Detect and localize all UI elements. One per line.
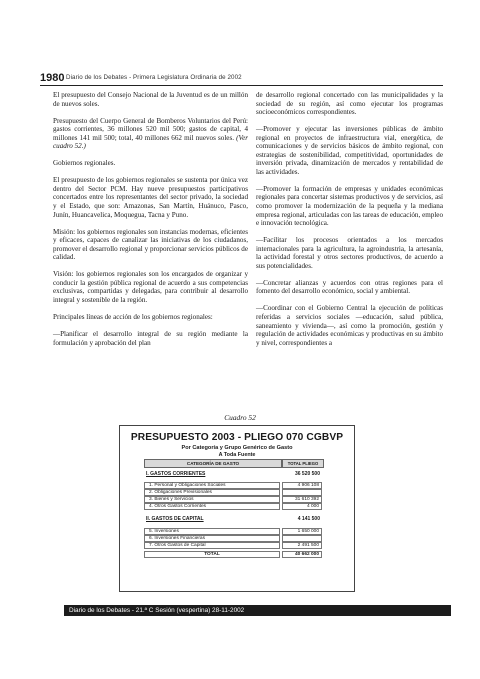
table-title: PRESUPUESTO 2003 - PLIEGO 070 CGBVP bbox=[130, 432, 344, 443]
table-subtitle: Por Categoría y Grupo Genérico de Gasto bbox=[181, 445, 293, 451]
row-value: 1 650 000 bbox=[282, 528, 322, 535]
header-rule bbox=[40, 85, 443, 86]
row-label: 7. Otros Gastos de Capital bbox=[144, 542, 280, 549]
paragraph: de desarrollo regional concertado con las municipalidades y la sociedad de su región, así como ejecutar los programas socioeconómicos correspondientes. bbox=[256, 91, 443, 117]
row-label: 1. Personal y Obligaciones Sociales bbox=[144, 482, 280, 489]
running-title: Diario de los Debates - Primera Legislatura Ordinaria de 2002 bbox=[66, 74, 242, 81]
row-value: 4 141 500 bbox=[297, 516, 320, 522]
row-label: 2. Obligaciones Previsionales bbox=[144, 489, 280, 496]
table-row bbox=[144, 542, 322, 549]
row-label: II. GASTOS DE CAPITAL bbox=[146, 516, 204, 522]
row-label: 6. Inversiones Financieras bbox=[144, 535, 280, 542]
paragraph: —Facilitar los procesos orientados a los mercados internacionales para la agricultura, la agroindustria, la artesanía, la actividad forestal y otros sectores productivos, de acuerdo a sus potencialidades. bbox=[256, 236, 443, 270]
table-row bbox=[144, 535, 322, 542]
paragraph: —Promover y ejecutar las inversiones públicas de ámbito regional en proyectos de infraestructura vial, energética, de comunicaciones y de servicios básicos de ámbito regional, con estrategias de sostenibilidad, competitividad, oportunidades de inversión privada, dinamización de mercados y rentabilidad de las actividades. bbox=[256, 125, 443, 176]
table-row bbox=[144, 516, 322, 523]
row-value: 31 610 392 bbox=[282, 496, 322, 503]
left-column bbox=[53, 91, 248, 356]
table-row bbox=[144, 482, 322, 489]
table-row bbox=[144, 471, 322, 478]
row-label: 4. Otros Gastos Corrientes bbox=[144, 503, 280, 510]
page-footer bbox=[64, 605, 451, 616]
row-label: TOTAL bbox=[144, 551, 280, 558]
paragraph bbox=[53, 117, 248, 151]
paragraph: —Promover la formación de empresas y unidades económicas regionales para concertar sistemas productivos y de servicios, así como promover la modernización de la pequeña y la mediana empresa regional, articuladas con las tareas de educación, empleo e innovación tecnológica. bbox=[256, 184, 443, 228]
right-column bbox=[256, 91, 443, 356]
footer-text: Diario de los Debates - 21.ª C Sesión (vespertina) 28-11-2002 bbox=[69, 606, 245, 614]
table-subtitle-source: A Toda Fuente bbox=[218, 452, 256, 458]
paragraph: El presupuesto del Consejo Nacional de la Juventud es de un millón de nuevos soles. bbox=[53, 91, 248, 108]
row-value bbox=[282, 535, 322, 542]
budget-table bbox=[119, 425, 355, 592]
row-value: 4 906 108 bbox=[282, 482, 322, 489]
row-value bbox=[282, 489, 322, 496]
row-value: 36 520 500 bbox=[294, 471, 320, 477]
row-label: 5. Inversiones bbox=[144, 528, 280, 535]
table-reference: (Ver cuadro 52.) bbox=[53, 133, 248, 151]
page-header bbox=[40, 72, 450, 84]
column-header-total: TOTAL PLIEGO bbox=[282, 459, 324, 468]
paragraph: —Coordinar con el Gobierno Central la ejecución de políticas referidas a servicios sociales —educación, salud pública, saneamiento y vivienda—, así como la promoción, gestión y regulación de actividades económicas y productivas en su ámbito y nivel, correspondientes a bbox=[256, 304, 443, 347]
table-total-row bbox=[144, 551, 322, 558]
paragraph: Visión: los gobiernos regionales son los encargados de organizar y conducir la gestión pública regional de acuerdo a sus competencias exclusivas, compartidas y delegadas, para contribuir al desarrollo integral y sostenible de la región. bbox=[53, 270, 248, 304]
paragraph: —Planificar el desarrollo integral de su región mediante la formulación y aprobación del plan bbox=[53, 329, 248, 347]
row-value: 2 491 500 bbox=[282, 542, 322, 549]
column-header-category: CATEGORÍA DE GASTO bbox=[144, 459, 282, 468]
paragraph-text: Presupuesto del Cuerpo General de Bomberos Voluntarios del Perú: gastos corrientes, 36 millones 520 mil 500; gastos de capital, 4 millones 141 mil 500; total, 40 millones 662 mil nuevos soles. bbox=[53, 116, 248, 142]
row-label: I. GASTOS CORRIENTES bbox=[146, 471, 206, 477]
paragraph: El presupuesto de los gobiernos regionales se sustenta por única vez dentro del Sector PCM. Hay nueve presupuestos participativos concertados entre los representantes del sector privado, la sociedad y el Estado, que son: Amazonas, San Martín, Huánuco, Pasco, Junín, Huancavelica, Moquegua, Tacna y Puno. bbox=[53, 176, 248, 219]
paragraph: —Concretar alianzas y acuerdos con otras regiones para el fomento del desarrollo económico, social y ambiental. bbox=[256, 278, 443, 296]
table-caption: Cuadro 52 bbox=[224, 413, 256, 422]
page-number: 1980 bbox=[40, 72, 65, 84]
table-row bbox=[144, 489, 322, 496]
paragraph: Gobiernos regionales. bbox=[53, 159, 116, 168]
table-row bbox=[144, 496, 322, 503]
row-value: 4 000 bbox=[282, 503, 322, 510]
table-row bbox=[144, 503, 322, 510]
row-value: 40 662 000 bbox=[282, 551, 322, 558]
paragraph: Misión: los gobiernos regionales son instancias modernas, eficientes y eficaces, capaces de canalizar las iniciativas de los ciudadanos, promover el desarrollo regional y proporcionar servicios públicos de calidad. bbox=[53, 227, 248, 262]
table-row bbox=[144, 528, 322, 535]
row-label: 3. Bienes y Servicios bbox=[144, 496, 280, 503]
paragraph: Principales líneas de acción de los gobiernos regionales: bbox=[53, 312, 213, 321]
